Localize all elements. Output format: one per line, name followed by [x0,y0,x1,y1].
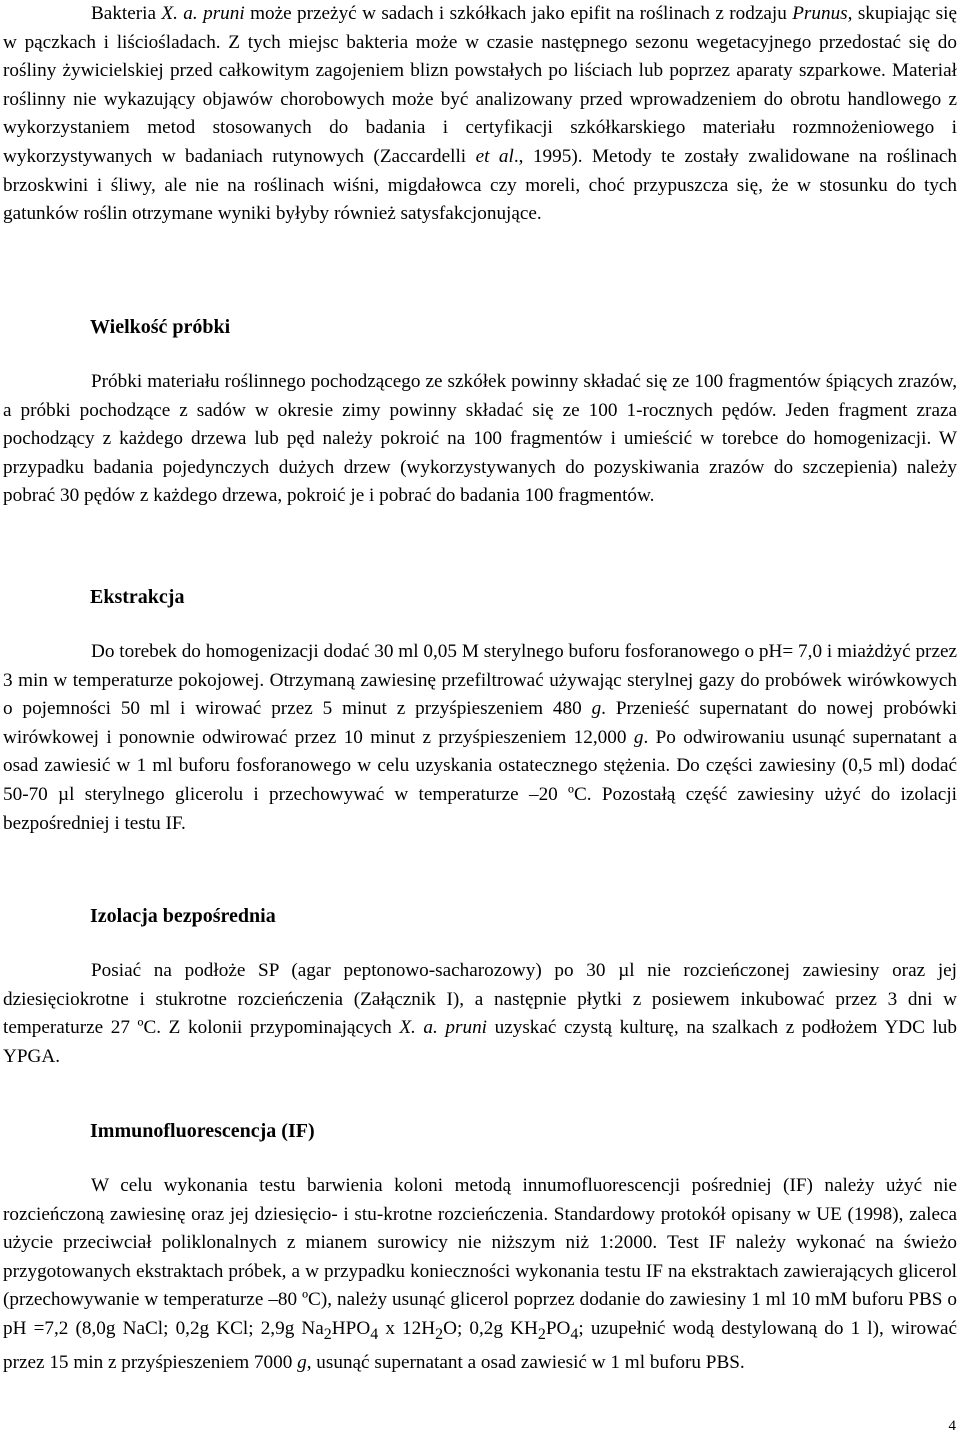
italic-text: et al [475,145,514,167]
italic-text: Prunus, [792,3,853,24]
text-run: Do torebek do homogenizacji dodać 30 ml 0,05 M sterylnego buforu fosforanowego o pH= 7,0 i miażdżyć przez 3 min w temperaturze pokojowej. Otrzymaną zawiesinę przefiltrować używając sterylnej gazy do probówek wirówkowych o pojemności 50 ml i wirować przez 5 minut z przyśpieszeniem 480 [3,641,957,720]
subscript-text: 2 [323,1325,332,1343]
text-run: uzyskać czystą kulturę, na szalkach z podłożem YDC lub YPGA. [3,1017,957,1067]
subscript-text: 4 [370,1325,379,1343]
text-run: Posiać na podłoże SP (agar peptonowo-sacharozowy) po 30 µl nie rozcieńczonej zawiesiny oraz jej dziesięciokrotne i stukrotne rozcieńczenia (Załącznik I), a następnie płytki z posiewem inkubować przez 3 dni w temperaturze 27 ºC. Z kolonii przypominających [3,960,957,1039]
paragraph-sample-size [0,368,960,511]
italic-text: g [591,698,602,720]
heading-sample-size: Wielkość próbki [90,316,231,338]
paragraph-direct-isolation [0,957,960,1071]
text-run: . Przenieść supernatant do nowej probówki wirówkowej i ponownie odwirować przez 10 minut z przyśpieszeniem 12,000 [3,698,957,748]
subscript-text: 4 [570,1325,579,1343]
italic-text: g [297,1352,307,1374]
italic-text: X. a. pruni [161,3,245,24]
text-run: W celu wykonania testu barwienia koloni metodą innumofluorescencji pośredniej (IF) należy użyć nie rozcieńczoną zawiesinę oraz jej dziesięcio- i stu-krotne rozcieńczenia. Standardowy protokół opisany w UE (1998), zaleca użycie przeciwciał poliklonalnych z mianem surowicy nie niższym niż 1:2000. Test IF należy wykonać na świeżo przygotowanych ekstraktach próbek, a w przypadku konieczności wykonania testu IF na ekstraktach zawierających glicerol (przechowywanie w temperaturze –80 ºC), należy usunąć glicerol poprzez dodanie do zawiesiny 1 ml 10 mM buforu PBS o pH =7,2 (8,0g NaCl; 0,2g KCl; 2,9g Na [3,1175,957,1339]
text-run: ; uzupełnić wodą destylowaną do 1 l), wirować przez 15 min z przyśpieszeniem 7000 [3,1317,957,1374]
page-number: 4 [948,1418,956,1434]
text-run: skupiając się w pączkach i liściośladach. Z tych miejsc bakteria może w czasie następnego sezonu wegetacyjnego przedostać się do rośliny żywicielskiej przed całkowitym zagojeniem blizn powstałych po liściach lub poprzez aparaty szparkowe. Materiał roślinny nie wykazujący objawów chorobowych może być analizowany przed wprowadzeniem do obrotu handlowego z wykorzystaniem metod stosowanych do badania i certyfikacji szkółkarskiego materiału rozmnożeniowego i wykorzystywanych w badaniach rutynowych (Zaccardelli [3,3,957,167]
subscript-text: 2 [435,1325,444,1343]
text-run: Bakteria [91,3,162,24]
heading-direct-isolation: Izolacja bezpośrednia [90,905,276,927]
text-run: ., 1995). Metody te zostały zwalidowane na roślinach brzoskwini i śliwy, ale nie na roślinach wiśni, migdałowca czy moreli, choć przypuszcza się, że w stosunku do tych gatunków roślin otrzymane wyniki byłyby również satysfakcjonujące. [3,145,957,225]
text-run: HPO [331,1317,371,1339]
heading-extraction: Ekstrakcja [90,586,185,608]
paragraph-immunofluorescence [0,1172,960,1378]
italic-text: g [633,726,644,748]
paragraph-text [0,957,960,1071]
paragraph-intro [0,0,960,229]
paragraph-text [0,638,960,838]
text-run: Próbki materiału roślinnego pochodzącego ze szkółek powinny składać się ze 100 fragmentów śpiących zrazów, a próbki pochodzące z sadów w okresie zimy powinny składać się ze 100 1-rocznych pędów. Jeden fragment zraza pochodzący z każdego drzewa lub pęd należy pokroić na 100 fragmentów i umieścić w torebce do homogenizacji. W przypadku badania pojedynczych dużych drzew (wykorzystywanych do pozyskiwania zrazów do szczepienia) należy pobrać 30 pędów z każdego drzewa, pokroić je i pobrać do badania 100 fragmentów. [3,371,957,507]
text-run: , usunąć supernatant a osad zawiesić w 1 ml buforu PBS. [306,1352,745,1374]
heading-immunofluorescence: Immunofluorescencja (IF) [90,1120,315,1142]
text-run: może przeżyć w sadach i szkółkach jako epifit na roślinach z rodzaju [244,3,793,24]
paragraph-text [0,0,960,229]
subscript-text: 2 [537,1325,546,1343]
text-run: . Po odwirowaniu usunąć supernatant a osad zawiesić w 1 ml buforu fosforanowego w celu uzyskania ostatecznego stężenia. Do części zawiesiny (0,5 ml) dodać 50-70 µl sterylnego glicerolu i przechowywać w temperaturze –20 ºC. Pozostałą część zawiesiny użyć do izolacji bezpośredniej i testu IF. [3,726,957,834]
text-run: x 12H [378,1317,436,1339]
paragraph-text [0,1172,960,1378]
paragraph-extraction [0,638,960,838]
italic-text: X. a. pruni [399,1017,488,1039]
text-run: PO [545,1317,571,1339]
paragraph-text [0,368,960,511]
text-run: O; 0,2g KH [443,1317,538,1339]
